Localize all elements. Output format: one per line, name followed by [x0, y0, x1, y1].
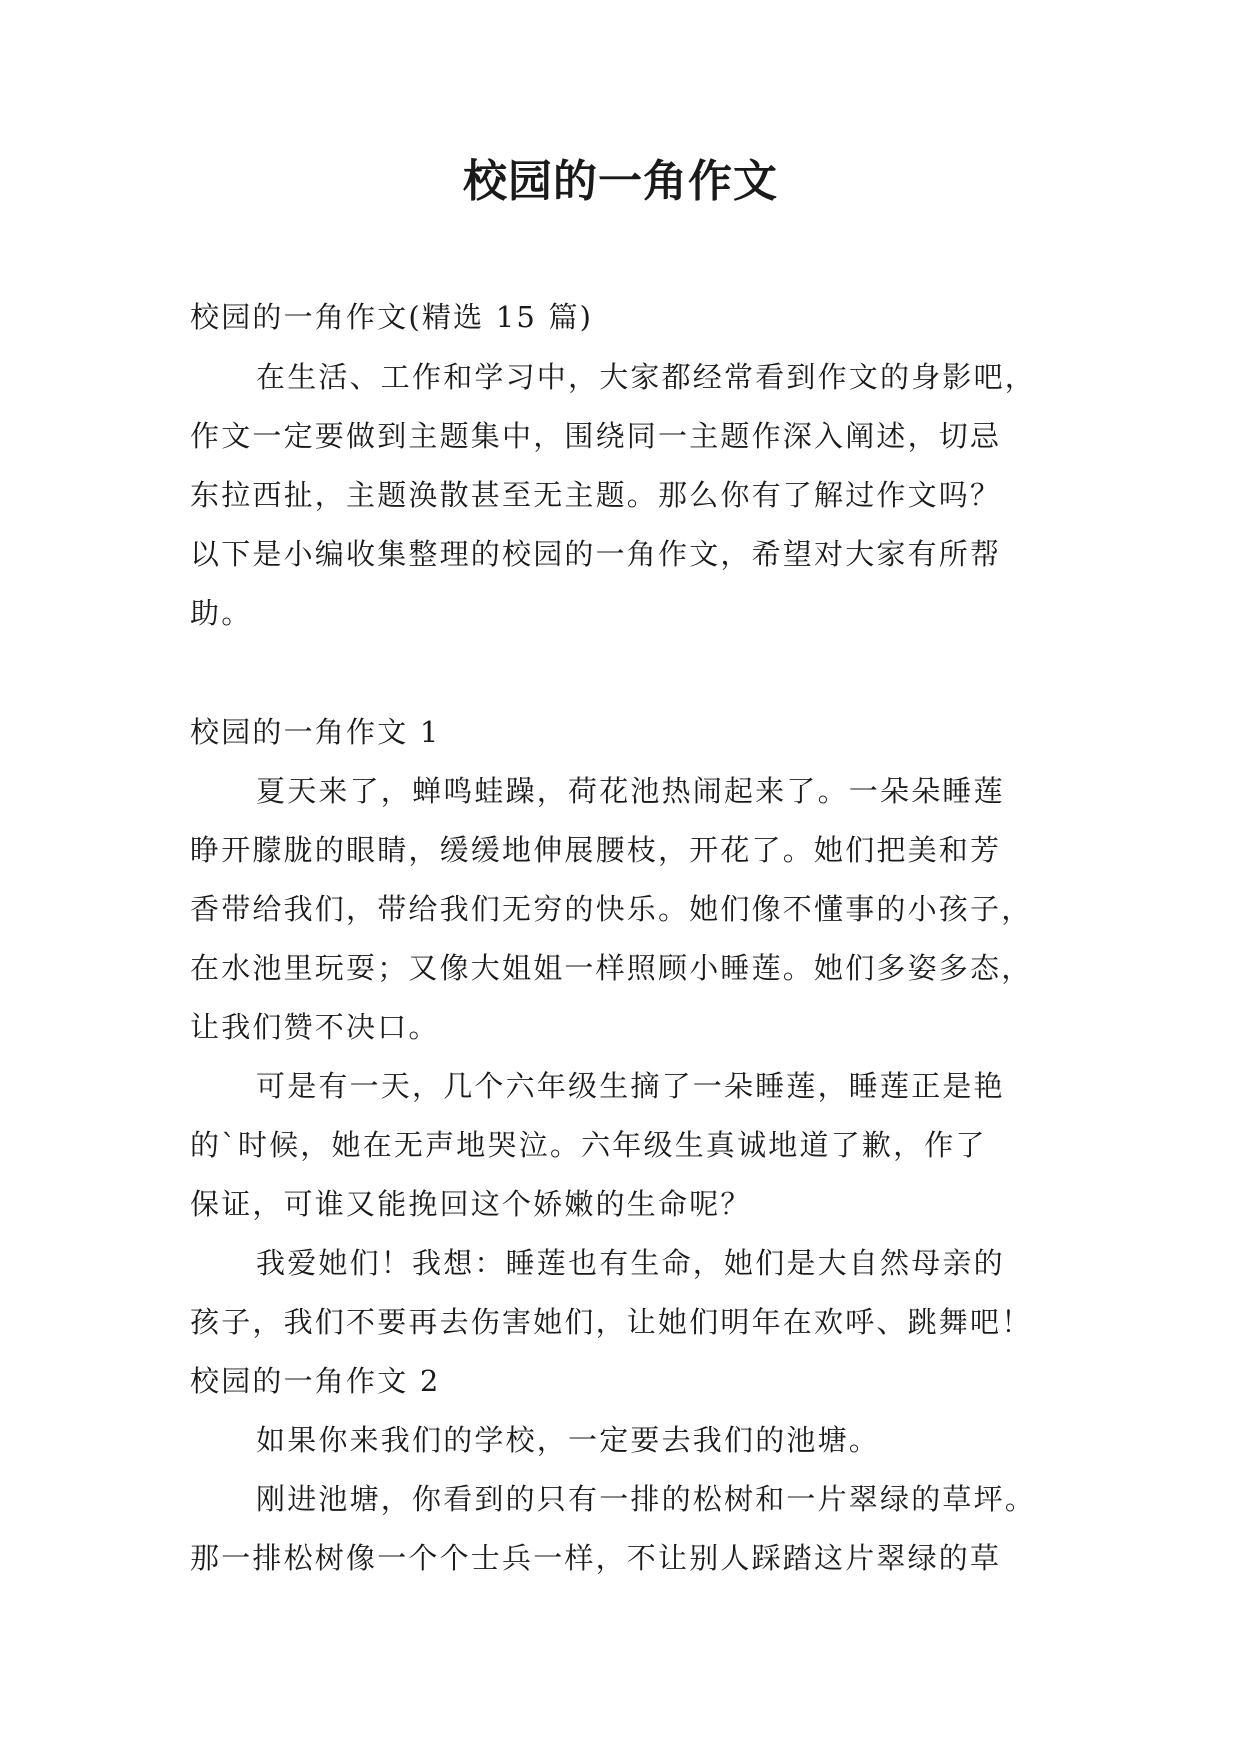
intro-line-3: 东拉西扯，主题涣散甚至无主题。那么你有了解过作文吗？ — [190, 478, 1002, 512]
essay-2-line-2: 刚进池塘，你看到的只有一排的松树和一片翠绿的草坪。 — [256, 1482, 1037, 1516]
essay-1-line-8: 保证，可谁又能挽回这个娇嫩的生命呢？ — [190, 1187, 752, 1221]
essay-1-line-7: 的`时候，她在无声地哭泣。六年级生真诚地道了歉，作了 — [190, 1128, 987, 1162]
intro-line-4: 以下是小编收集整理的校园的一角作文，希望对大家有所帮 — [190, 537, 1002, 571]
essay-1-line-10: 孩子，我们不要再去伤害她们，让她们明年在欢呼、跳舞吧！ — [190, 1305, 1033, 1339]
essay-1-line-5: 让我们赞不决口。 — [190, 1010, 440, 1044]
essay-1-line-4: 在水池里玩耍；又像大姐姐一样照顾小睡莲。她们多姿多态， — [190, 951, 1033, 985]
essay-2-line-3: 那一排松树像一个个士兵一样，不让别人踩踏这片翠绿的草 — [190, 1541, 1002, 1575]
intro-line-1: 在生活、工作和学习中，大家都经常看到作文的身影吧， — [256, 360, 1037, 394]
essay-1-heading: 校园的一角作文 1 — [190, 715, 441, 749]
essay-1-line-9: 我爱她们！我想：睡莲也有生命，她们是大自然母亲的 — [256, 1246, 1005, 1280]
document-title: 校园的一角作文 — [463, 156, 778, 207]
intro-line-5: 助。 — [190, 596, 253, 630]
essay-1-line-6: 可是有一天，几个六年级生摘了一朵睡莲，睡莲正是艳 — [256, 1069, 1005, 1103]
essay-2-heading: 校园的一角作文 2 — [190, 1364, 441, 1398]
essay-2-line-1: 如果你来我们的学校，一定要去我们的池塘。 — [256, 1423, 881, 1457]
intro-line-2: 作文一定要做到主题集中，围绕同一主题作深入阐述，切忌 — [190, 419, 1002, 453]
subtitle: 校园的一角作文(精选 15 篇) — [190, 300, 594, 334]
essay-1-line-2: 睁开朦胧的眼睛，缓缓地伸展腰枝，开花了。她们把美和芳 — [190, 833, 1002, 867]
essay-1-line-1: 夏天来了，蝉鸣蛙躁，荷花池热闹起来了。一朵朵睡莲 — [256, 774, 1005, 808]
essay-1-line-3: 香带给我们，带给我们无穷的快乐。她们像不懂事的小孩子， — [190, 892, 1033, 926]
